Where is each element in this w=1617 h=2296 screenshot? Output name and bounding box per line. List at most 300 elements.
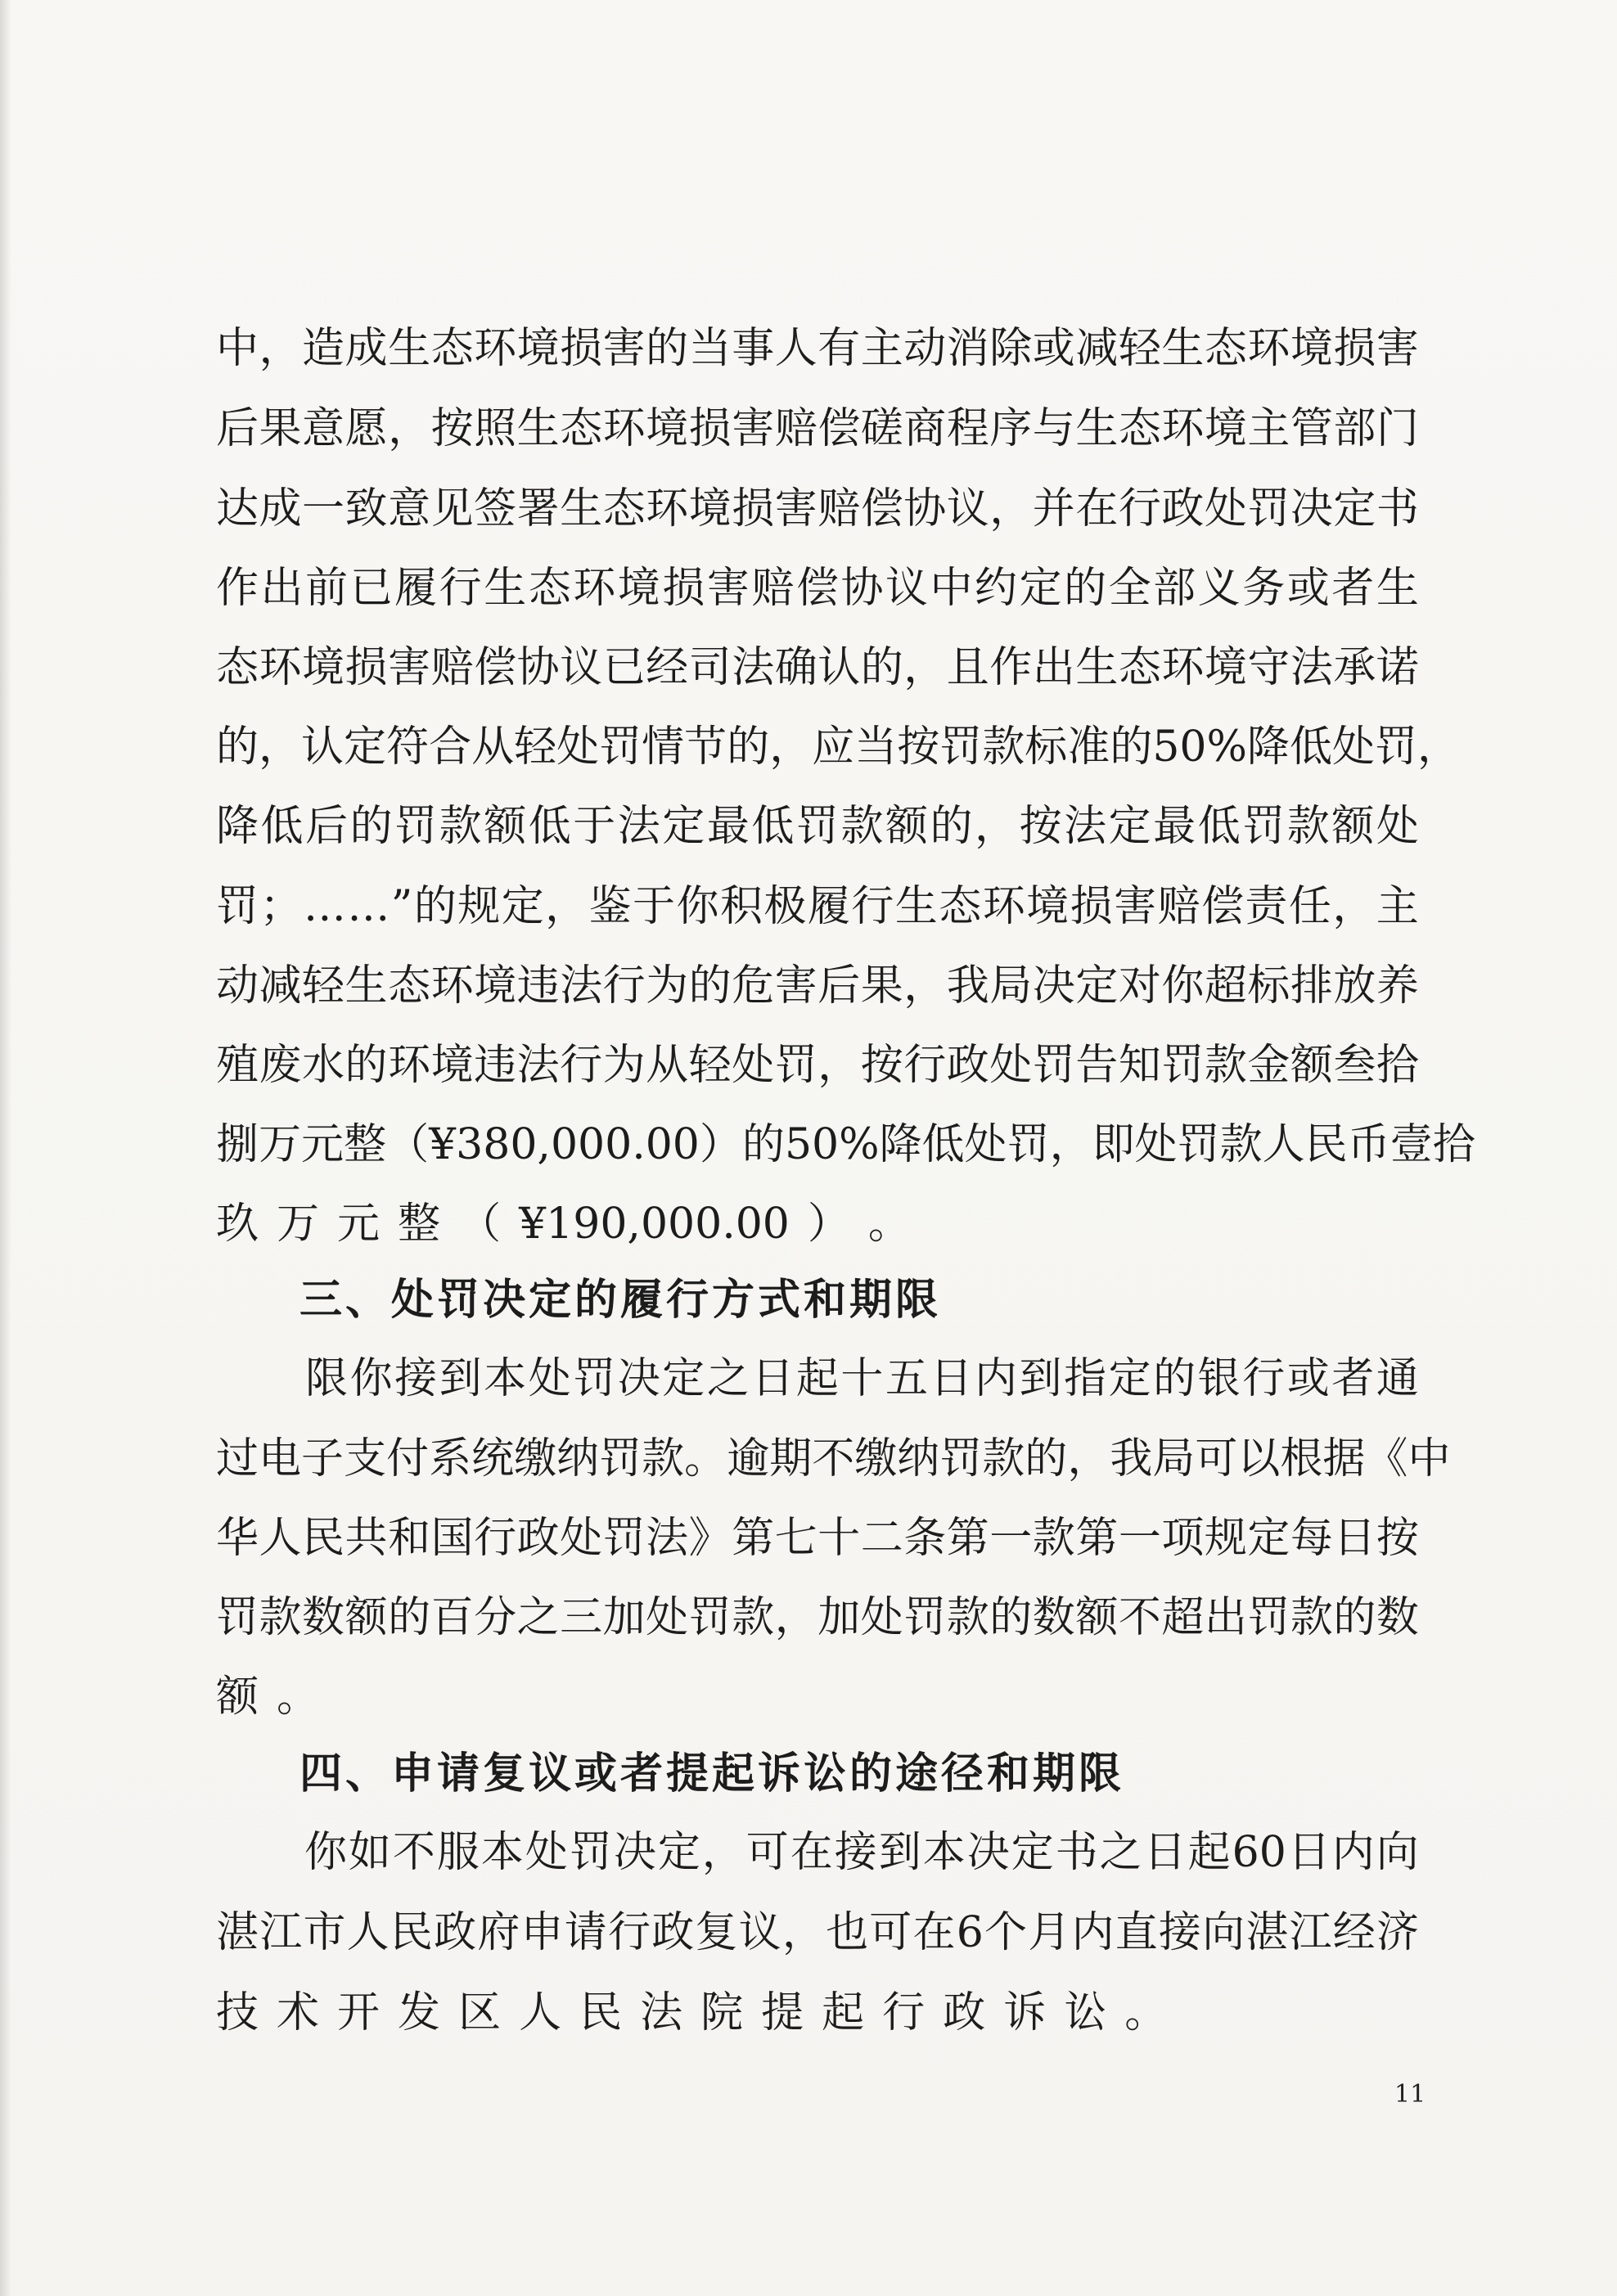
text-glyph: 已 [349, 564, 393, 613]
text-glyph: 磋 [860, 404, 903, 453]
text-glyph: 后 [305, 802, 349, 851]
text-glyph: 纳 [897, 1434, 940, 1483]
text-glyph: 纳 [556, 1434, 600, 1483]
text-glyph: 决 [1032, 961, 1075, 1011]
text-glyph: 罚 [569, 1828, 612, 1877]
text-glyph: 境 [1204, 643, 1247, 692]
text-glyph: 。 [1124, 1988, 1168, 2037]
text-glyph: 十 [840, 1354, 884, 1403]
text-glyph: 通 [1376, 1354, 1419, 1403]
text-glyph: 的 [727, 723, 770, 772]
text-glyph: 的 [413, 882, 457, 931]
text-glyph: 。 [684, 1434, 727, 1483]
paragraph-line [216, 794, 1419, 859]
text-glyph: 务 [1242, 564, 1286, 613]
text-glyph: 赔 [430, 643, 474, 692]
text-glyph: 轻 [514, 723, 557, 772]
text-glyph: （ [458, 1200, 502, 1249]
text-glyph: 数 [1376, 1593, 1419, 1642]
text-glyph: 民 [302, 1514, 345, 1563]
text-glyph: 排 [1290, 961, 1333, 1011]
text-glyph: 行 [439, 564, 482, 613]
text-glyph: 法 [732, 643, 775, 692]
text-glyph: … [347, 882, 390, 931]
text-glyph: 政 [946, 1041, 989, 1090]
text-glyph: 罚 [1007, 1120, 1050, 1169]
text-glyph: 的 [688, 961, 732, 1011]
text-glyph: 义 [1197, 564, 1241, 613]
text-glyph: 服 [436, 1828, 480, 1877]
text-glyph: ¥380,000.00 [429, 1120, 700, 1169]
text-glyph: 殖 [216, 1041, 259, 1090]
text-glyph: 处 [1331, 723, 1375, 772]
text-glyph: 日 [1143, 1828, 1187, 1877]
text-glyph: 违 [516, 961, 560, 1011]
text-glyph: 果 [860, 961, 903, 1011]
text-glyph: 告 [1075, 1041, 1119, 1090]
text-glyph: 赔 [1157, 882, 1200, 931]
text-glyph: 害 [774, 484, 818, 533]
text-glyph: 请 [564, 1908, 607, 1957]
text-glyph: 危 [732, 961, 775, 1011]
text-glyph: 境 [474, 961, 517, 1011]
text-glyph: 低 [1197, 802, 1241, 851]
text-glyph: 境 [1290, 324, 1333, 373]
text-glyph: 行 [560, 1041, 603, 1090]
text-glyph: 》 [688, 1514, 732, 1563]
text-glyph: 罚 [1374, 723, 1417, 772]
text-glyph: 损 [560, 324, 603, 373]
text-glyph: 罚 [1161, 1041, 1205, 1090]
text-glyph: 接 [834, 1828, 877, 1877]
text-glyph: 有 [818, 324, 861, 373]
text-glyph: 部 [1333, 404, 1376, 453]
text-glyph: 开 [337, 1988, 381, 2037]
text-glyph: 意 [302, 404, 345, 453]
text-glyph: 当 [854, 723, 898, 772]
text-glyph: 废 [259, 1041, 302, 1090]
text-glyph: 行 [1242, 1354, 1286, 1403]
text-glyph: 生 [1075, 404, 1119, 453]
text-glyph: 市 [303, 1908, 346, 1957]
text-glyph: 承 [1333, 643, 1376, 692]
text-glyph: 定 [501, 882, 544, 931]
text-glyph: 达 [216, 484, 259, 533]
text-glyph: 节 [684, 723, 727, 772]
text-glyph: 除 [989, 324, 1033, 373]
text-glyph: 最 [706, 802, 750, 851]
text-glyph: 规 [1204, 1514, 1247, 1563]
text-glyph: 部 [1153, 564, 1196, 613]
text-glyph: 60 [1232, 1828, 1286, 1877]
text-glyph: 罚 [599, 723, 642, 772]
text-glyph: 行 [602, 961, 646, 1011]
text-glyph: 罚 [602, 1514, 646, 1563]
paragraph-line [216, 714, 1460, 780]
text-glyph: 指 [1064, 1354, 1107, 1403]
text-glyph: ， [701, 1828, 745, 1877]
text-glyph: 偿 [474, 643, 517, 692]
text-glyph: 害 [706, 564, 750, 613]
text-glyph: 生 [894, 882, 938, 931]
text-glyph: 超 [1161, 1593, 1205, 1642]
text-glyph: 《 [1365, 1434, 1408, 1483]
text-glyph: 动 [216, 961, 259, 1011]
text-glyph: 捌 [216, 1120, 259, 1169]
text-glyph: 接 [1158, 1908, 1201, 1957]
text-glyph: 的 [1153, 1354, 1196, 1403]
text-glyph: 罚 [774, 1041, 818, 1090]
text-glyph: 逾 [727, 1434, 770, 1483]
text-glyph: ） [699, 1120, 742, 1169]
text-glyph: 议 [885, 564, 928, 613]
text-glyph: 低 [260, 802, 304, 851]
text-glyph: 标 [1025, 723, 1068, 772]
text-glyph: 院 [700, 1988, 744, 2037]
text-glyph: 款 [1032, 1514, 1075, 1563]
text-glyph: 之 [706, 1354, 750, 1403]
text-glyph: 。 [867, 1200, 911, 1249]
text-glyph: 申 [520, 1908, 564, 1957]
text-glyph: 到 [439, 1354, 482, 1403]
text-glyph: 定 [344, 723, 387, 772]
text-glyph: 确 [774, 643, 818, 692]
text-glyph: 款 [642, 1434, 685, 1483]
text-glyph: 主 [1247, 404, 1290, 453]
text-glyph: 按 [430, 404, 474, 453]
paragraph-line [216, 556, 1419, 621]
text-glyph: ¥190,000.00 [519, 1200, 790, 1249]
text-glyph: 造 [302, 324, 345, 373]
text-glyph: 额 [1290, 1041, 1333, 1090]
text-glyph: 决 [617, 1354, 660, 1403]
text-glyph: 处 [989, 1041, 1033, 1090]
text-glyph: 罚 [1247, 1593, 1290, 1642]
text-glyph: ， [1417, 723, 1460, 772]
text-glyph: 民 [1304, 1120, 1348, 1169]
text-glyph: 支 [344, 1434, 387, 1483]
text-glyph: 政 [434, 1908, 477, 1957]
text-glyph: 加 [602, 1593, 646, 1642]
text-glyph: 政 [943, 1988, 986, 2037]
text-glyph: 损 [688, 404, 732, 453]
paragraph-line [216, 953, 1419, 1019]
section-heading: 四、申请复议或者提起诉讼的途径和期限 [300, 1749, 1125, 1799]
text-glyph: 处 [1134, 1120, 1178, 1169]
text-glyph: 处 [525, 1828, 568, 1877]
text-glyph: 本 [484, 1354, 527, 1403]
text-glyph: 政 [1161, 484, 1205, 533]
text-glyph: 罚 [216, 1593, 259, 1642]
text-glyph: 环 [474, 324, 517, 373]
text-glyph: 在 [912, 1908, 956, 1957]
paragraph-line [216, 1112, 1475, 1177]
text-glyph: 环 [259, 643, 302, 692]
text-glyph: 日 [1287, 1828, 1331, 1877]
text-glyph: 且 [946, 643, 989, 692]
text-glyph: ， [388, 404, 431, 453]
text-glyph: 50% [1152, 723, 1247, 772]
text-glyph: 约 [975, 564, 1018, 613]
text-glyph: 定 [662, 802, 705, 851]
text-glyph: 偿 [1200, 882, 1244, 931]
text-glyph: 态 [939, 882, 982, 931]
text-glyph: 降 [879, 1120, 922, 1169]
text-glyph: 在 [1075, 484, 1119, 533]
text-glyph: 书 [1376, 484, 1419, 533]
text-glyph: 水 [302, 1041, 345, 1090]
text-glyph: 合 [429, 723, 472, 772]
text-glyph: 定 [1333, 484, 1376, 533]
text-glyph: 民 [390, 1908, 433, 1957]
text-glyph: 月 [1028, 1908, 1071, 1957]
text-glyph: 作 [216, 564, 259, 613]
text-glyph: 损 [1333, 324, 1376, 373]
text-glyph: 额 [885, 802, 928, 851]
text-glyph: 处 [646, 1593, 689, 1642]
scan-edge-shadow [0, 0, 11, 2296]
text-glyph: 的 [345, 1041, 388, 1090]
text-glyph: 中 [216, 324, 259, 373]
paragraph-line [216, 476, 1419, 542]
text-glyph: 态 [430, 324, 474, 373]
text-glyph: 态 [1118, 404, 1161, 453]
text-glyph: 法 [516, 1041, 560, 1090]
text-glyph: 成 [259, 484, 302, 533]
text-glyph: 境 [302, 643, 345, 692]
text-glyph: 我 [946, 961, 989, 1011]
text-glyph: 动 [903, 324, 947, 373]
text-glyph: 赔 [818, 484, 861, 533]
text-glyph: 的 [1333, 1593, 1376, 1642]
text-glyph: 不 [1118, 1593, 1161, 1642]
text-glyph: 定 [1108, 802, 1151, 851]
text-glyph: 的 [930, 802, 973, 851]
text-glyph: 并 [1032, 484, 1075, 533]
text-glyph: 与 [1032, 404, 1075, 453]
text-glyph: 湛 [1245, 1908, 1289, 1957]
text-glyph: ， [781, 1908, 825, 1957]
text-glyph: 政 [651, 1908, 695, 1957]
text-glyph: 履 [807, 882, 850, 931]
text-glyph: 数 [1032, 1593, 1075, 1642]
text-glyph: 作 [989, 643, 1033, 692]
paragraph-line [216, 1191, 1419, 1257]
paragraph-line [216, 1033, 1419, 1098]
text-glyph: 议 [946, 484, 989, 533]
text-glyph: 或 [1032, 324, 1075, 373]
text-glyph: 每 [1290, 1514, 1333, 1563]
text-glyph: 整 [398, 1200, 441, 1249]
text-glyph: 到 [1019, 1354, 1062, 1403]
text-glyph: 签 [474, 484, 517, 533]
text-glyph: 中 [930, 564, 973, 613]
text-glyph: 你 [1161, 961, 1205, 1011]
text-glyph: ， [1049, 1120, 1092, 1169]
text-glyph: 技 [216, 1988, 259, 2037]
text-glyph: 江 [1289, 1908, 1332, 1957]
text-glyph: 违 [474, 1041, 517, 1090]
text-glyph: 罚 [939, 1434, 983, 1483]
text-glyph: 损 [345, 643, 388, 692]
text-glyph: 害 [774, 961, 818, 1011]
text-glyph: 二 [860, 1514, 903, 1563]
text-glyph: 的 [1110, 723, 1153, 772]
text-glyph: 电 [259, 1434, 302, 1483]
paragraph-line [216, 1346, 1419, 1411]
text-glyph: 出 [1204, 1593, 1247, 1642]
text-glyph: 罚 [795, 802, 839, 851]
text-glyph: 罚 [1247, 484, 1290, 533]
text-glyph: 罚 [1032, 1041, 1075, 1090]
text-glyph: 行 [903, 1041, 947, 1090]
text-glyph: 愿 [345, 404, 388, 453]
text-glyph: 系 [429, 1434, 472, 1483]
text-glyph: 或 [1286, 564, 1330, 613]
text-glyph: 赔 [751, 564, 795, 613]
text-glyph: 法 [646, 1514, 689, 1563]
paragraph-line [216, 874, 1419, 939]
text-glyph: 元 [301, 1120, 345, 1169]
text-glyph: （ [386, 1120, 430, 1169]
text-glyph: 态 [388, 961, 431, 1011]
text-glyph: 生 [345, 961, 388, 1011]
text-glyph: 50% [784, 1120, 880, 1169]
text-glyph: 罚 [599, 1434, 642, 1483]
text-glyph: 行 [474, 1514, 517, 1563]
text-glyph: 境 [516, 324, 560, 373]
text-glyph: 境 [617, 564, 660, 613]
text-glyph: 出 [260, 564, 304, 613]
text-glyph: 符 [386, 723, 430, 772]
text-glyph: 本 [922, 1828, 966, 1877]
text-glyph: 项 [1161, 1514, 1205, 1563]
text-glyph: 款 [982, 723, 1025, 772]
text-glyph: 处 [1376, 802, 1419, 851]
paragraph-line [216, 1426, 1451, 1492]
text-glyph: 责 [1245, 882, 1288, 931]
text-glyph: 行 [1118, 484, 1161, 533]
text-glyph: ， [545, 882, 588, 931]
text-glyph: 的 [741, 1120, 785, 1169]
text-glyph: 定 [1247, 1514, 1290, 1563]
text-glyph: 生 [1161, 324, 1205, 373]
text-glyph: 额 [1075, 1593, 1119, 1642]
paragraph-line [216, 1585, 1419, 1650]
text-glyph: 日 [751, 1354, 795, 1403]
text-glyph: 环 [1161, 404, 1205, 453]
text-glyph: 准 [1067, 723, 1110, 772]
text-glyph: 定 [1011, 1828, 1054, 1877]
text-glyph: 态 [602, 484, 646, 533]
text-glyph: 主 [860, 324, 903, 373]
text-glyph: 于 [573, 802, 616, 851]
text-glyph: 罚 [216, 882, 259, 931]
text-glyph: 履 [394, 564, 438, 613]
text-glyph: 向 [1202, 1908, 1245, 1957]
text-glyph: 处 [860, 1593, 903, 1642]
text-glyph: 讼 [1064, 1988, 1107, 2037]
text-glyph: 环 [573, 564, 616, 613]
text-glyph: 已 [602, 643, 646, 692]
text-glyph [216, 1346, 259, 1411]
text-glyph: 态 [560, 404, 603, 453]
text-glyph: 行 [607, 1908, 651, 1957]
text-glyph: 百 [430, 1593, 474, 1642]
text-glyph: 应 [812, 723, 855, 772]
text-glyph: 低 [921, 1120, 965, 1169]
text-glyph: 个 [984, 1908, 1028, 1957]
text-glyph: 法 [560, 961, 603, 1011]
text-glyph: 五 [885, 1354, 928, 1403]
text-glyph: 诉 [1003, 1988, 1047, 2037]
text-glyph: 境 [430, 1041, 474, 1090]
text-glyph: 定 [1019, 564, 1062, 613]
text-glyph: 经 [646, 643, 689, 692]
text-glyph: 不 [812, 1434, 855, 1483]
text-glyph: 起 [822, 1988, 865, 2037]
text-glyph: 你 [304, 1828, 347, 1877]
text-glyph: 第 [1075, 1514, 1119, 1563]
text-glyph: 不 [392, 1828, 435, 1877]
text-glyph: 根 [1280, 1434, 1323, 1483]
text-glyph: 币 [1347, 1120, 1390, 1169]
text-glyph: 极 [763, 882, 807, 931]
text-glyph: 款 [439, 802, 482, 851]
text-glyph: 门 [1376, 404, 1419, 453]
text-glyph: 处 [556, 723, 600, 772]
text-glyph: 万 [277, 1200, 320, 1249]
text-glyph: 本 [480, 1828, 524, 1877]
text-glyph: ） [807, 1200, 850, 1249]
text-glyph: 款 [1290, 1593, 1333, 1642]
text-glyph: 损 [1070, 882, 1113, 931]
text-glyph: 在 [790, 1828, 833, 1877]
text-glyph: 署 [516, 484, 560, 533]
text-glyph: 生 [516, 404, 560, 453]
text-glyph: 议 [738, 1908, 781, 1957]
text-glyph: 决 [613, 1828, 656, 1877]
text-glyph: 金 [1247, 1041, 1290, 1090]
text-glyph: 向 [1376, 1828, 1419, 1877]
text-glyph: 减 [259, 961, 302, 1011]
text-glyph: 从 [646, 1041, 689, 1090]
paragraph-line [216, 316, 1419, 381]
text-glyph: 事 [732, 324, 775, 373]
text-glyph: 超 [1204, 961, 1247, 1011]
text-glyph: 政 [516, 1514, 560, 1563]
text-glyph: 害 [732, 404, 775, 453]
text-glyph: 鉴 [588, 882, 632, 931]
text-glyph: 法 [640, 1988, 683, 2037]
text-glyph: 统 [471, 1434, 515, 1483]
text-glyph: 提 [761, 1988, 804, 2037]
text-glyph: 术 [277, 1988, 320, 2037]
text-glyph: 付 [386, 1434, 430, 1483]
text-glyph: 罚 [394, 802, 438, 851]
text-glyph: 协 [903, 484, 947, 533]
text-glyph: 罚 [1177, 1120, 1220, 1169]
text-glyph: 管 [1290, 404, 1333, 453]
text-glyph: 元 [337, 1200, 381, 1249]
text-glyph: 轻 [1118, 324, 1161, 373]
text-glyph: 府 [477, 1908, 520, 1957]
text-glyph: 按 [1376, 1514, 1419, 1563]
text-glyph: 的 [216, 723, 259, 772]
text-glyph: 后 [818, 961, 861, 1011]
text-glyph: 生 [1376, 564, 1419, 613]
text-glyph: 后 [216, 404, 259, 453]
